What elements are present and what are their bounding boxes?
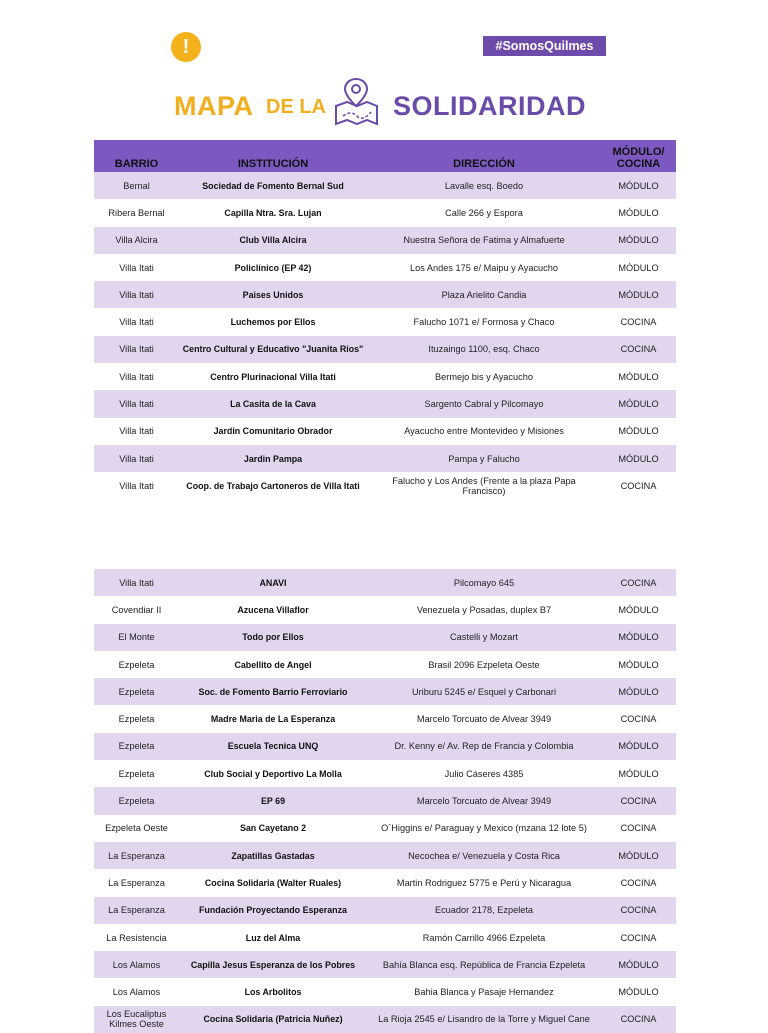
- table-row: [94, 569, 676, 596]
- table-row: [94, 445, 676, 472]
- cell-institucion: Soc. de Fomento Barrio Ferroviario: [179, 678, 367, 705]
- cell-barrio: Ezpeleta: [94, 760, 179, 787]
- cell-institucion: Club Social y Deportivo La Molla: [179, 760, 367, 787]
- cell-institucion: Sociedad de Fomento Bernal Sud: [179, 172, 367, 199]
- table-row: [94, 172, 676, 199]
- table-row: [94, 227, 676, 254]
- cell-institucion: Madre Maria de La Esperanza: [179, 705, 367, 732]
- table-row: [94, 678, 676, 705]
- cell-institucion: Capilla Jesus Esperanza de los Pobres: [179, 951, 367, 978]
- cell-institucion: Cocina Solidaria (Patricia Nuñez): [179, 1006, 367, 1033]
- cell-institucion: Coop. de Trabajo Cartoneros de Villa Itati: [179, 472, 367, 499]
- cell-institucion: Escuela Tecnica UNQ: [179, 733, 367, 760]
- cell-barrio: Los Alamos: [94, 951, 179, 978]
- table-row: [94, 869, 676, 896]
- cell-tipo: MÓDULO: [601, 624, 676, 651]
- cell-barrio: Ezpeleta: [94, 733, 179, 760]
- cell-tipo: MÓDULO: [601, 390, 676, 417]
- cell-barrio: La Esperanza: [94, 869, 179, 896]
- cell-tipo: MÓDULO: [601, 172, 676, 199]
- title-solidaridad: SOLIDARIDAD: [393, 91, 586, 121]
- cell-tipo: COCINA: [601, 336, 676, 363]
- column-header-tipo-line2: COCINA: [616, 158, 661, 170]
- cell-institucion: Azucena Villaflor: [179, 596, 367, 623]
- cell-tipo: COCINA: [601, 869, 676, 896]
- cell-institucion: Paises Unidos: [179, 281, 367, 308]
- table-row: [94, 842, 676, 869]
- cell-tipo: MÓDULO: [601, 842, 676, 869]
- cell-tipo: COCINA: [601, 705, 676, 732]
- cell-tipo: MÓDULO: [601, 227, 676, 254]
- table-row: [94, 336, 676, 363]
- cell-direccion: La Rioja 2545 e/ Lisandro de la Torre y Miguel Cane: [367, 1006, 601, 1033]
- column-header-tipo: [601, 140, 676, 172]
- cell-barrio: Villa Itati: [94, 445, 179, 472]
- cell-direccion: Falucho 1071 e/ Formosa y Chaco: [367, 308, 601, 335]
- cell-tipo: COCINA: [601, 308, 676, 335]
- cell-institucion: Zapatillas Gastadas: [179, 842, 367, 869]
- cell-tipo: MÓDULO: [601, 281, 676, 308]
- cell-direccion: Ecuador 2178, Ezpeleta: [367, 897, 601, 924]
- cell-direccion: Lavalle esq. Boedo: [367, 172, 601, 199]
- cell-institucion: La Casita de la Cava: [179, 390, 367, 417]
- cell-tipo: MÓDULO: [601, 445, 676, 472]
- cell-direccion: Falucho y Los Andes (Frente a la plaza Papa Francisco): [367, 472, 601, 499]
- table-row: [94, 787, 676, 814]
- exclamation-icon: !: [171, 32, 201, 62]
- cell-tipo: MÓDULO: [601, 254, 676, 281]
- cell-direccion: Bahia Blanca y Pasaje Hernandez: [367, 978, 601, 1005]
- cell-direccion: Uriburu 5245 e/ Esquel y Carbonari: [367, 678, 601, 705]
- cell-barrio: Los Eucaliptus Kilmes Oeste: [94, 1006, 179, 1033]
- cell-barrio: Bernal: [94, 172, 179, 199]
- cell-barrio: Villa Alcira: [94, 227, 179, 254]
- table-row: [94, 897, 676, 924]
- table-body-1: [94, 172, 676, 500]
- cell-direccion: Marcelo Torcuato de Alvear 3949: [367, 787, 601, 814]
- cell-barrio: Villa Itati: [94, 569, 179, 596]
- cell-institucion: Capilla Ntra. Sra. Lujan: [179, 199, 367, 226]
- cell-institucion: Centro Cultural y Educativo "Juanita Rios": [179, 336, 367, 363]
- cell-barrio: Villa Itati: [94, 363, 179, 390]
- cell-direccion: Los Andes 175 e/ Maipu y Ayacucho: [367, 254, 601, 281]
- cell-tipo: MÓDULO: [601, 733, 676, 760]
- cell-direccion: Venezuela y Posadas, duplex B7: [367, 596, 601, 623]
- cell-direccion: Pilcomayo 645: [367, 569, 601, 596]
- table-row: [94, 951, 676, 978]
- cell-barrio: Villa Itati: [94, 390, 179, 417]
- cell-barrio: Villa Itati: [94, 254, 179, 281]
- cell-tipo: COCINA: [601, 569, 676, 596]
- cell-barrio: Villa Itati: [94, 308, 179, 335]
- hashtag-badge: #SomosQuilmes: [483, 36, 606, 56]
- cell-tipo: COCINA: [601, 472, 676, 499]
- cell-barrio: La Esperanza: [94, 897, 179, 924]
- cell-tipo: MÓDULO: [601, 760, 676, 787]
- table-row: [94, 1006, 676, 1033]
- cell-tipo: MÓDULO: [601, 678, 676, 705]
- cell-barrio: Covendiar II: [94, 596, 179, 623]
- cell-direccion: Bermejo bis y Ayacucho: [367, 363, 601, 390]
- cell-barrio: Villa Itati: [94, 336, 179, 363]
- cell-tipo: MÓDULO: [601, 418, 676, 445]
- cell-tipo: MÓDULO: [601, 978, 676, 1005]
- cell-barrio: La Resistencia: [94, 924, 179, 951]
- cell-barrio: Ezpeleta Oeste: [94, 815, 179, 842]
- cell-direccion: Calle 266 y Espora: [367, 199, 601, 226]
- table-row: [94, 418, 676, 445]
- cell-tipo: COCINA: [601, 924, 676, 951]
- cell-direccion: Plaza Arielito Candia: [367, 281, 601, 308]
- solidarity-table-1: [94, 140, 676, 500]
- table-row: [94, 651, 676, 678]
- cell-barrio: Villa Itati: [94, 418, 179, 445]
- cell-tipo: MÓDULO: [601, 199, 676, 226]
- column-header-direccion: DIRECCIÓN: [367, 140, 601, 172]
- cell-institucion: ANAVI: [179, 569, 367, 596]
- cell-direccion: Sargento Cabral y Pilcomayo: [367, 390, 601, 417]
- cell-direccion: Nuestra Señora de Fatima y Almafuerte: [367, 227, 601, 254]
- cell-barrio: Ezpeleta: [94, 678, 179, 705]
- cell-tipo: MÓDULO: [601, 596, 676, 623]
- cell-tipo: COCINA: [601, 787, 676, 814]
- cell-barrio: Los Alamos: [94, 978, 179, 1005]
- cell-institucion: Policlínico (EP 42): [179, 254, 367, 281]
- table-row: [94, 281, 676, 308]
- table-row: [94, 254, 676, 281]
- table-row: [94, 472, 676, 499]
- table-row: [94, 733, 676, 760]
- title-de-la: DE LA: [266, 96, 326, 118]
- cell-tipo: COCINA: [601, 815, 676, 842]
- cell-barrio: Ezpeleta: [94, 651, 179, 678]
- cell-direccion: Ituzaingo 1100, esq. Chaco: [367, 336, 601, 363]
- table-row: [94, 760, 676, 787]
- cell-tipo: COCINA: [601, 1006, 676, 1033]
- cell-institucion: Luchemos por Ellos: [179, 308, 367, 335]
- table-row: [94, 705, 676, 732]
- solidarity-table-2: [94, 569, 676, 1033]
- cell-direccion: Martin Rodriguez 5775 e Perú y Nicaragua: [367, 869, 601, 896]
- cell-institucion: San Cayetano 2: [179, 815, 367, 842]
- cell-tipo: COCINA: [601, 897, 676, 924]
- cell-institucion: Fundación Proyectando Esperanza: [179, 897, 367, 924]
- column-header-tipo-line1: MÓDULO/: [612, 146, 665, 158]
- cell-institucion: Jardin Comunitario Obrador: [179, 418, 367, 445]
- cell-barrio: Ribera Bernal: [94, 199, 179, 226]
- page-title: [0, 72, 768, 132]
- cell-institucion: Club Villa Alcira: [179, 227, 367, 254]
- table-row: [94, 596, 676, 623]
- table-header-row: [94, 140, 676, 172]
- title-mapa: MAPA: [174, 91, 254, 121]
- cell-direccion: Brasil 2096 Ezpeleta Oeste: [367, 651, 601, 678]
- table-body-2: [94, 569, 676, 1033]
- cell-direccion: Julio Cáseres 4385: [367, 760, 601, 787]
- cell-institucion: Jardin Pampa: [179, 445, 367, 472]
- cell-tipo: MÓDULO: [601, 951, 676, 978]
- cell-direccion: Castelli y Mozart: [367, 624, 601, 651]
- cell-institucion: Cocina Solidaria (Walter Ruales): [179, 869, 367, 896]
- cell-direccion: O´Higgins e/ Paraguay y Mexico (mzana 12 lote 5): [367, 815, 601, 842]
- cell-direccion: Dr. Kenny e/ Av. Rep de Francia y Colombia: [367, 733, 601, 760]
- cell-institucion: Los Arbolitos: [179, 978, 367, 1005]
- cell-tipo: MÓDULO: [601, 651, 676, 678]
- cell-tipo: MÓDULO: [601, 363, 676, 390]
- cell-direccion: Necochea e/ Venezuela y Costa Rica: [367, 842, 601, 869]
- cell-barrio: Villa Itati: [94, 281, 179, 308]
- cell-barrio: Villa Itati: [94, 472, 179, 499]
- cell-direccion: Pampa y Falucho: [367, 445, 601, 472]
- cell-direccion: Marcelo Torcuato de Alvear 3949: [367, 705, 601, 732]
- map-pin-icon: [331, 76, 381, 128]
- cell-direccion: Bahía Blanca esq. República de Francia Ezpeleta: [367, 951, 601, 978]
- cell-institucion: EP 69: [179, 787, 367, 814]
- table-row: [94, 390, 676, 417]
- table-row: [94, 978, 676, 1005]
- cell-institucion: Todo por Ellos: [179, 624, 367, 651]
- table-row: [94, 815, 676, 842]
- column-header-barrio: BARRIO: [94, 140, 179, 172]
- cell-barrio: Ezpeleta: [94, 787, 179, 814]
- cell-barrio: El Monte: [94, 624, 179, 651]
- cell-barrio: La Esperanza: [94, 842, 179, 869]
- table-row: [94, 624, 676, 651]
- table-row: [94, 363, 676, 390]
- cell-direccion: Ramón Carrillo 4966 Ezpeleta: [367, 924, 601, 951]
- table-row: [94, 924, 676, 951]
- cell-barrio: Ezpeleta: [94, 705, 179, 732]
- cell-institucion: Luz del Alma: [179, 924, 367, 951]
- cell-institucion: Centro Plurinacional Villa Itati: [179, 363, 367, 390]
- cell-direccion: Ayacucho entre Montevideo y Misiones: [367, 418, 601, 445]
- table-row: [94, 308, 676, 335]
- table-row: [94, 199, 676, 226]
- cell-institucion: Cabellito de Angel: [179, 651, 367, 678]
- column-header-institucion: INSTITUCIÓN: [179, 140, 367, 172]
